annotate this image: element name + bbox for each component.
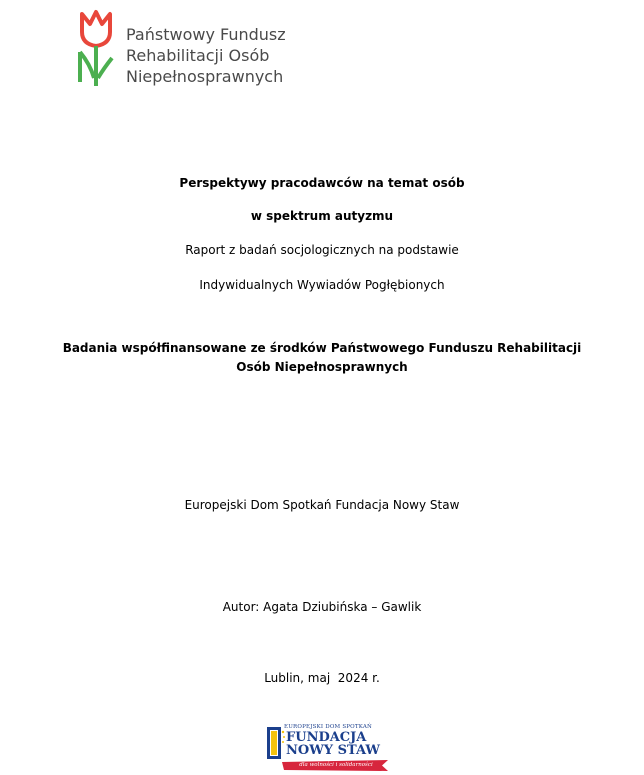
subtitle-line-2: Indywidualnych Wywiadów Pogłębionych <box>199 278 445 292</box>
funding-note <box>60 339 584 377</box>
fns-logo-name-line1: FUNDACJA <box>286 730 367 745</box>
funding-line-2: Osób Niepełnosprawnych <box>236 360 408 374</box>
pfron-logo <box>74 8 294 90</box>
pfron-logo-line2: Rehabilitacji Osób <box>126 46 270 65</box>
organization-name: Europejski Dom Spotkań Fundacja Nowy Staw <box>184 498 460 512</box>
tulip-icon <box>74 8 118 88</box>
author: Autor: Agata Dziubińska – Gawlik <box>222 600 422 614</box>
fns-logo-tagline: dla wolności i solidarności <box>299 762 373 768</box>
door-icon <box>266 726 286 760</box>
fundacja-nowy-staw-logo <box>262 722 392 772</box>
fns-logo-small-text: EUROPEJSKI DOM SPOTKAŃ <box>284 724 373 730</box>
subtitle-line-1: Raport z badań socjologicznych na podstawie <box>185 243 459 257</box>
funding-line-1: Badania współfinansowane ze środków Państwowego Funduszu Rehabilitacji <box>62 341 582 355</box>
title-line-2: w spektrum autyzmu <box>250 209 394 223</box>
fns-logo-name-line2: NOWY STAW <box>286 743 381 758</box>
pfron-logo-line1: Państwowy Fundusz <box>126 25 286 44</box>
place-date: Lublin, maj 2024 r. <box>264 671 380 685</box>
fns-logo-name <box>286 731 380 757</box>
pfron-logo-text <box>126 24 286 87</box>
pfron-logo-line3: Niepełnosprawnych <box>126 67 284 86</box>
title-line-1: Perspektywy pracodawców na temat osób <box>179 176 465 190</box>
